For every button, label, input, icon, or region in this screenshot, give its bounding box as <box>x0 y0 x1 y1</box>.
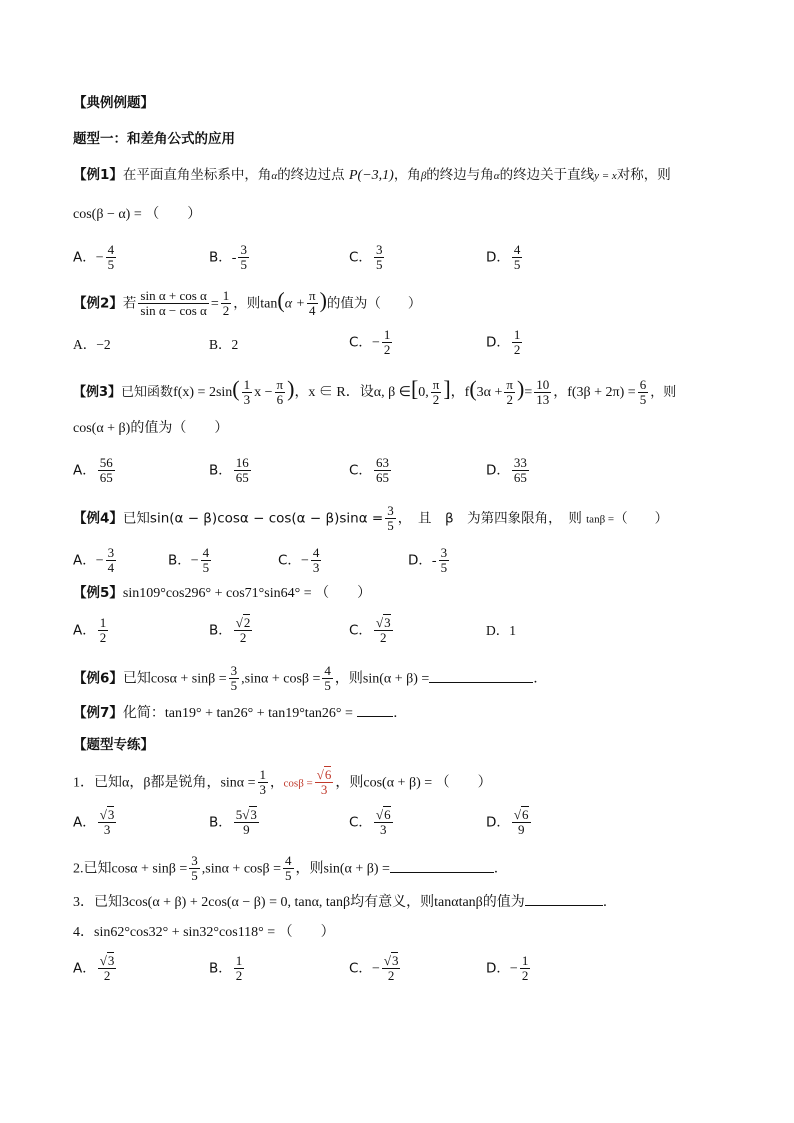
equals: = <box>210 296 219 312</box>
fraction: $\frac{6}{5}$ <box>639 377 647 407</box>
option-letter: B． <box>209 622 232 639</box>
fraction: $\frac{\pi}{2}$ <box>432 377 440 407</box>
option-letter: A． <box>73 622 96 639</box>
option-letter: A． <box>73 462 96 479</box>
option-sign: − <box>300 553 309 569</box>
ex5-text: sin109°cos296° + cos71°sin64° = （ ） <box>122 586 372 601</box>
ex3-x-minus: x − <box>254 385 273 400</box>
ex3-f3: ，f(3β + 2π) = <box>553 385 636 400</box>
fraction: $\frac{33}{65}$ <box>513 455 527 485</box>
fraction: $\frac{4}{5}$ <box>324 663 331 693</box>
ex3-xr: ，x ∈ R．设 <box>294 385 374 400</box>
option-letter: D． <box>486 334 510 351</box>
option-letter: B． <box>168 552 191 569</box>
practice-4-stem: 4．sin62°cos32° + sin32°cos118° = （ ） <box>73 925 335 940</box>
ex1-text-e: 的终边关于直线 <box>499 167 595 183</box>
ex1-option-c[interactable] <box>349 243 386 272</box>
fraction: $\frac{5√3}{9}$ <box>235 807 257 837</box>
tan-fn: tan <box>260 296 278 312</box>
ex2-option-c[interactable] <box>349 328 394 357</box>
ex5-option-d[interactable] <box>486 622 516 640</box>
ex3-known: 已知函数 <box>121 385 174 400</box>
ex4-tan: tanβ = <box>586 513 615 526</box>
p1-option-a[interactable] <box>73 808 118 837</box>
ex1-text-c: ，角 <box>393 167 421 183</box>
ex3-ab: α, β ∈ <box>373 385 411 400</box>
fraction: $\frac{√3}{2}$ <box>99 953 115 983</box>
fraction: $\frac{3}{5}$ <box>387 503 394 533</box>
fraction: $\frac{3}{5}$ <box>440 545 448 575</box>
option-sign: - <box>231 250 237 266</box>
fraction: $\frac{\pi}{2}$ <box>506 377 513 407</box>
period: ． <box>493 860 508 877</box>
p1-option-c[interactable] <box>349 808 395 837</box>
option-value: 1 <box>509 623 516 638</box>
p4-option-b[interactable] <box>209 954 246 983</box>
option-sign: − <box>509 961 518 977</box>
fraction: $\frac{63}{65}$ <box>375 455 389 485</box>
fraction: $\frac{4}{5}$ <box>513 242 521 272</box>
ex2-option-b[interactable] <box>209 336 238 354</box>
ex1-text-a: 在平面直角坐标系中，角 <box>122 167 272 183</box>
ex1-text-d: 的终边与角 <box>426 167 494 183</box>
option-letter: B． <box>209 814 232 831</box>
ex3-option-c[interactable] <box>349 456 393 485</box>
fraction: $\frac{56}{65}$ <box>99 455 113 485</box>
beta-symbol: β <box>420 170 427 182</box>
example-5-label: 【例5】 <box>73 585 123 601</box>
ex1-option-b[interactable] <box>209 243 251 272</box>
ex3-then: ，则 <box>650 385 677 400</box>
example-6-label: 【例6】 <box>73 670 123 687</box>
fraction: $\frac{√3}{3}$ <box>99 807 115 837</box>
fraction: $\frac{3}{5}$ <box>375 242 383 272</box>
option-sign: − <box>371 335 380 351</box>
option-letter: A． <box>73 814 96 831</box>
option-letter: C． <box>278 552 301 569</box>
ex2-then: ，则 <box>233 295 261 312</box>
fraction: $\frac{\pi}{6}$ <box>276 377 284 407</box>
fraction: $\frac{4}{5}$ <box>202 545 210 575</box>
ex6-text-c: ，则sin(α + β) = <box>334 671 430 687</box>
option-letter: D． <box>486 814 510 831</box>
fraction: $\frac{10}{13}$ <box>536 377 550 407</box>
section-header: 【典例例题】 <box>73 95 154 111</box>
option-letter: A． <box>73 552 96 569</box>
practice-2-stem <box>73 854 507 883</box>
option-letter: D． <box>408 552 432 569</box>
answer-blank[interactable] <box>429 670 533 683</box>
p1-cos-red: cosβ = <box>283 777 313 790</box>
ex4-option-a[interactable] <box>73 546 118 575</box>
example-3-label: 【例3】 <box>73 385 122 400</box>
option-letter: A． <box>73 960 96 977</box>
option-letter: B． <box>209 960 232 977</box>
answer-blank[interactable] <box>357 704 393 717</box>
fraction: $\frac{1}{2}$ <box>383 327 391 357</box>
ex5-option-c[interactable] <box>349 616 395 645</box>
fraction: $\frac{1}{3}$ <box>243 377 251 407</box>
p2-text-b: ,sinα + cosβ = <box>201 861 281 877</box>
alpha-plus: α + <box>284 296 306 312</box>
option-letter: C． <box>349 334 372 351</box>
example-2-label: 【例2】 <box>73 295 123 312</box>
fraction: $\frac{3}{4}$ <box>107 545 115 575</box>
fraction: $\frac{3}{5}$ <box>240 242 247 272</box>
p4-option-c[interactable] <box>349 954 402 983</box>
ex6-text-a: 已知cosα + sinβ = <box>122 671 227 687</box>
example-3-stem: 【例3】已知函数f(x) = 2sin( $\frac{1}{3}$ x − $\frac{\pi}{6}$ )，x ∈ R．设α, β ∈[0, $\frac{\pi}{2}$ ]，f(3α + $\frac{\pi}{2}$ )= $\frac{10}{13}$ ，f(3β + 2π) = $\frac{6}{5}$ ，则 <box>73 376 677 407</box>
option-sign: − <box>95 553 104 569</box>
option-letter: C． <box>349 249 372 266</box>
fraction: $\frac{√3}{2}$ <box>375 615 391 645</box>
fraction: $\frac{4}{5}$ <box>107 242 115 272</box>
example-5-stem <box>73 584 371 603</box>
ex1-text-f: 对称，则 <box>616 167 671 183</box>
ex4-option-d[interactable] <box>408 546 451 575</box>
ex3-f2: ，f <box>450 385 470 400</box>
fraction: $\frac{√2}{2}$ <box>235 615 251 645</box>
ex3-zero: 0, <box>418 385 429 400</box>
fraction: $\frac{√6}{9}$ <box>513 807 529 837</box>
example-3-question: cos(α + β)的值为（ ） <box>73 421 229 436</box>
option-letter: A． <box>73 249 96 266</box>
p1-text-a: 1．已知α，β都是锐角，sinα = <box>73 775 256 791</box>
example-4-stem <box>73 504 668 533</box>
fraction: $\frac{1}{2}$ <box>222 288 230 318</box>
example-1-question: cos(β − α) = （ ） <box>73 207 202 222</box>
alpha-symbol-2: α <box>493 170 500 182</box>
option-letter: D． <box>486 462 510 479</box>
ex3-three-a: 3α + <box>476 385 503 400</box>
ex5-option-a[interactable] <box>73 616 110 645</box>
option-letter: C． <box>349 622 372 639</box>
p2-text-a: 2.已知cosα + sinβ = <box>73 861 188 877</box>
ex6-text-b: ,sinα + cosβ = <box>241 671 321 687</box>
fraction: $\frac{1}{2}$ <box>521 953 529 983</box>
option-letter: D． <box>486 960 510 977</box>
option-sign: − <box>95 250 104 266</box>
fraction: $\frac{\text{sin α + cos α}}{\text{sin α − cos α}}$ <box>140 288 207 318</box>
fraction: $\frac{1}{2}$ <box>99 615 107 645</box>
p4-option-d[interactable] <box>486 954 532 983</box>
paren-close: ) <box>319 287 327 313</box>
period: ． <box>533 670 547 687</box>
p1-option-b[interactable] <box>209 808 261 837</box>
equals: = <box>524 385 533 400</box>
option-letter: B． <box>209 337 232 352</box>
option-letter: D． <box>486 623 510 638</box>
p1-text-b: ， <box>270 774 284 791</box>
type-title: 题型一：和差角公式的应用 <box>73 131 235 147</box>
fraction: $\frac{3}{5}$ <box>191 853 198 883</box>
answer-blank[interactable] <box>390 860 494 873</box>
option-letter: D． <box>486 249 510 266</box>
option-letter: C． <box>349 814 372 831</box>
practice-3-stem <box>73 893 616 912</box>
p1-option-d[interactable] <box>486 808 533 837</box>
ex4-text: 已知sin(α − β)cosα − cos(α − β)sinα = <box>122 510 384 527</box>
example-4-label: 【例4】 <box>73 510 123 527</box>
example-7-label: 【例7】 <box>73 705 123 721</box>
fraction: $\frac{√6}{3}$ <box>375 807 391 837</box>
fraction: $\frac{1}{3}$ <box>259 767 267 797</box>
option-sign: − <box>190 553 199 569</box>
ex1-line-eq: y = x <box>594 170 617 182</box>
alpha-symbol: α <box>271 170 278 182</box>
example-2-stem <box>73 289 421 318</box>
option-letter: C． <box>349 960 372 977</box>
period: ． <box>602 894 617 910</box>
option-sign: - <box>431 553 437 569</box>
fraction: $\frac{\pi}{4}$ <box>309 288 316 318</box>
fraction: $\frac{16}{65}$ <box>235 455 249 485</box>
ex1-option-a[interactable] <box>73 243 118 272</box>
fraction: $\frac{√3}{2}$ <box>383 953 399 983</box>
example-1-label: 【例1】 <box>73 167 123 183</box>
option-letter: C． <box>349 462 372 479</box>
p2-text-c: ，则sin(α + β) = <box>295 861 390 877</box>
fraction: $\frac{1}{2}$ <box>235 953 243 983</box>
example-7-stem <box>73 704 407 723</box>
p4-option-a[interactable] <box>73 954 118 983</box>
option-letter: A． <box>73 337 97 352</box>
paren-open: ( <box>277 287 285 313</box>
ex3-option-a[interactable] <box>73 456 117 485</box>
ex1-text-b: 的终边过点 <box>277 167 345 183</box>
fraction: $\frac{4}{5}$ <box>285 853 292 883</box>
option-sign: − <box>371 961 380 977</box>
ex2-if: 若 <box>122 295 137 312</box>
p3-text: 3．已知3cos(α + β) + 2cos(α − β) = 0, tanα, tanβ均有意义，则tanαtanβ的值为 <box>73 895 525 910</box>
option-value: 2 <box>231 337 239 352</box>
fraction: $\frac{√6}{3}$ <box>316 767 332 797</box>
ex5-option-b[interactable] <box>209 616 254 645</box>
ex2-tail: 的值为（ ） <box>326 295 422 312</box>
period: ． <box>393 705 407 721</box>
ex3-option-d[interactable] <box>486 456 531 485</box>
option-value: −2 <box>96 337 111 352</box>
ex2-option-a[interactable] <box>73 336 111 354</box>
practice-header: 【题型专练】 <box>73 737 154 753</box>
fraction: $\frac{4}{3}$ <box>312 545 320 575</box>
ex1-point: P(−3,1) <box>348 168 394 183</box>
ex3-fx: f(x) = 2sin <box>173 385 233 400</box>
fraction: $\frac{1}{2}$ <box>513 327 521 357</box>
example-1-stem <box>73 166 671 185</box>
p1-text-c: ，则cos(α + β) = （ ） <box>335 775 492 791</box>
answer-blank[interactable] <box>525 893 603 906</box>
option-letter: B． <box>209 462 232 479</box>
example-6-stem <box>73 664 547 693</box>
ex2-option-d[interactable] <box>486 328 524 357</box>
practice-1-stem <box>73 768 492 797</box>
ex4-option-b[interactable] <box>168 546 213 575</box>
ex3-option-b[interactable] <box>209 456 253 485</box>
ex7-text: 化简：tan19° + tan26° + tan19°tan26° = <box>122 706 353 721</box>
ex1-option-d[interactable] <box>486 243 524 272</box>
ex4-option-c[interactable] <box>278 546 323 575</box>
ex4-tail: （ ） <box>614 510 669 527</box>
fraction: $\frac{3}{5}$ <box>230 663 238 693</box>
option-letter: B． <box>209 249 232 266</box>
ex4-mid: ， 且 β 为第四象限角， 则 <box>397 510 582 527</box>
